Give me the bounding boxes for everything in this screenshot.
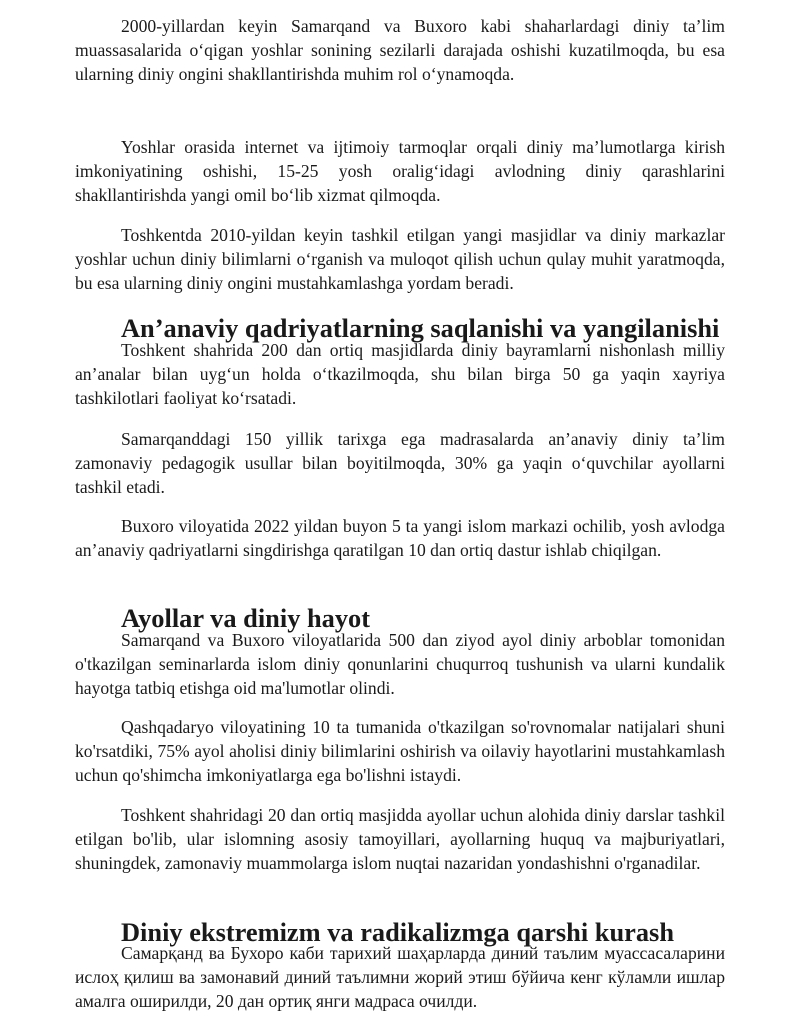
intro-paragraph-1: 2000-yillardan keyin Samarqand va Buxoro kabi shaharlardagi diniy ta’lim muassasalarida o‘qigan yoshlar sonining sezilarli darajada oshishi kuzatilmoqda, bu esa ularning diniy ongini shakllantirishda muhim rol o‘ynamoqda. [75, 16, 725, 84]
women-paragraph-1: Samarqand va Buxoro viloyatlarida 500 dan ziyod ayol diniy arboblar tomonidan o'tkazilgan seminarlarda islom diniy qonunlarini chuqurroq tushunish va ularni kundalik hayotga tatbiq etishga oid ma'lumotlar olindi. [75, 630, 725, 698]
intro-paragraph-2: Yoshlar orasida internet va ijtimoiy tarmoqlar orqali diniy ma’lumotlarga kirish imkoniyatining oshishi, 15-25 yosh oralig‘idagi avlodning diniy qarashlarini shakllantirishda yangi omil bo‘lib xizmat qilmoqda. [75, 137, 725, 205]
traditions-paragraph-1: Toshkent shahrida 200 dan ortiq masjidlarda diniy bayramlarni nishonlash milliy an’analar bilan uyg‘un holda o‘tkazilmoqda, shu bilan birga 50 ga yaqin xayriya tashkilotlari faoliyat ko‘rsatadi. [75, 340, 725, 408]
section-heading-traditions: An’anaviy qadriyatlarning saqlanishi va yangilanishi [121, 313, 720, 343]
women-paragraph-2: Qashqadaryo viloyatining 10 ta tumanida o'tkazilgan so'rovnomalar natijalari shuni ko'rsatdiki, 75% ayol aholisi diniy bilimlarini oshirish va oilaviy hayotlarini mustahkamlash uchun qo'shimcha imkoniyatlarga ega bo'lishni istaydi. [75, 717, 725, 785]
women-paragraph-3: Toshkent shahridagi 20 dan ortiq masjidda ayollar uchun alohida diniy darslar tashkil etilgan bo'lib, ular islomning asosiy tamoyillari, ayollarning huquq va majburiyatlari, shuningdek, zamonaviy muammolarga islom nuqtai nazaridan yondashishni o'rganadilar. [75, 805, 725, 873]
section-heading-extremism: Diniy ekstremizm va radikalizmga qarshi kurash [121, 917, 675, 947]
traditions-paragraph-2: Samarqanddagi 150 yillik tarixga ega madrasalarda an’anaviy diniy ta’lim zamonaviy pedagogik usullar bilan boyitilmoqda, 30% ga yaqin o‘quvchilar ayollarni tashkil etadi. [75, 429, 725, 497]
intro-paragraph-3: Toshkentda 2010-yildan keyin tashkil etilgan yangi masjidlar va diniy markazlar yoshlar uchun diniy bilimlarni o‘rganish va muloqot qilish uchun qulay muhit yaratmoqda, bu esa ularning diniy ongini mustahkamlashga yordam beradi. [75, 225, 725, 293]
extremism-paragraph-1: Самарқанд ва Бухоро каби тарихий шаҳарларда диний таълим муассасаларини ислоҳ қилиш ва замонавий диний таълимни жорий этиш бўйича кенг кўламли ишлар амалга оширилди, 20 дан ортиқ янги мадраса очилди. [75, 943, 725, 1011]
traditions-paragraph-3: Buxoro viloyatida 2022 yildan buyon 5 ta yangi islom markazi ochilib, yosh avlodga an’anaviy qadriyatlarni singdirishga qaratilgan 10 dan ortiq dastur ishlab chiqilgan. [75, 516, 725, 560]
section-heading-women: Ayollar va diniy hayot [121, 603, 371, 633]
